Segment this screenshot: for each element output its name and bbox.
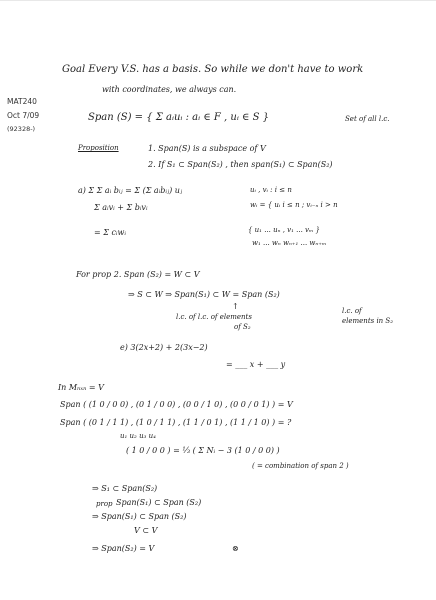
matrix-line-6: Span(S₁) ⊂ Span (S₂) [116, 498, 202, 507]
margin-date: Oct 7/09 [7, 111, 40, 120]
goal-line-1: Goal Every V.S. has a basis. So while we don't have to work [62, 64, 364, 75]
matrix-line-4-note: ( = combination of span 2 ) [252, 462, 349, 470]
part-a-line-3: = Σ cᵢwᵢ [94, 228, 126, 237]
prop2-note-right: l.c. of [342, 307, 362, 315]
matrix-line-5: ⇒ S₁ ⊂ Span(S₂) [92, 484, 158, 493]
scan-edge [0, 0, 436, 1]
part-e-line-2: = ___ x + ___ y [226, 360, 286, 369]
margin-tag: (92328-) [7, 125, 36, 133]
matrix-line-2: Span ( (1 0 / 0 0) , (0 1 / 0 0) , (0 0 / 1 0) , (0 0 / 0 1) ) = V [60, 400, 293, 409]
part-a-line-1: a) Σ Σ aᵢ bᵢⱼ = Σ (Σ aᵢbᵢⱼ) uⱼ [78, 186, 183, 195]
goal-line-2: with coordinates, we always can. [102, 85, 237, 94]
prop2-arrow: ↑ [232, 302, 239, 311]
part-a-line-2: Σ aᵢvᵢ + Σ bᵢvᵢ [94, 203, 148, 212]
prop2-note-left: l.c. of l.c. of elements [176, 313, 252, 321]
prop2-line-2: ⇒ S ⊂ W ⇒ Span(S₁) ⊂ W = Span (S₂) [128, 290, 280, 299]
proposition-1: 1. Span(S) is a subspace of V [148, 144, 266, 153]
matrix-line-1: In Mₙₓₙ = V [58, 383, 104, 392]
matrix-line-3: Span ( (0 1 / 1 1) , (1 0 / 1 1) , (1 1 / 0 1) , (1 1 / 1 0) ) = ? [60, 418, 292, 427]
matrix-line-8: V ⊂ V [134, 526, 158, 535]
part-a-line-2-right: wᵢ = { uᵢ i ≤ n ; vᵢ₋ₙ i > n [250, 201, 338, 209]
span-definition-note: Set of all l.c. [345, 115, 390, 123]
matrix-line-7: ⇒ Span(S₁) ⊂ Span (S₂) [92, 512, 187, 521]
part-e-line-1: e) 3(2x+2) + 2(3x−2) [120, 343, 208, 352]
part-a-line-1-right: uᵢ , vᵢ : i ≤ n [250, 186, 292, 194]
span-definition: Span (S) = { Σ aᵢuᵢ : aᵢ ∈ F , uᵢ ∈ S } [88, 112, 269, 123]
margin-course: MAT240 [7, 97, 37, 106]
matrix-line-3-sub: u₁ u₂ u₃ u₄ [120, 432, 156, 440]
proposition-2: 2. If S₁ ⊂ Span(S₂) , then span(S₁) ⊂ Span(S₂) [148, 160, 333, 169]
matrix-line-9: ⇒ Span(S₂) = V [92, 544, 155, 553]
matrix-line-4: ( 1 0 / 0 0 ) = ⅓ ( Σ Nᵢ − 3 (1 0 / 0 0) ) [126, 446, 280, 455]
part-a-line-3-right-b: w₁ ... wₙ wₙ₊₁ ... wₙ₊ₘ [252, 239, 327, 247]
prop2-note-right-b: elements in S₂ [342, 317, 394, 325]
prop2-line-1: For prop 2. Span (S₂) = W ⊂ V [76, 270, 200, 279]
prop2-note-left-b: of S₂ [234, 323, 251, 331]
matrix-line-6-label: prop [96, 500, 113, 508]
part-a-line-3-right: { u₁ ... uₙ , v₁ ... vₘ } [248, 226, 320, 234]
proposition-label: Proposition [78, 144, 119, 152]
end-mark: ⊗ [232, 544, 239, 553]
